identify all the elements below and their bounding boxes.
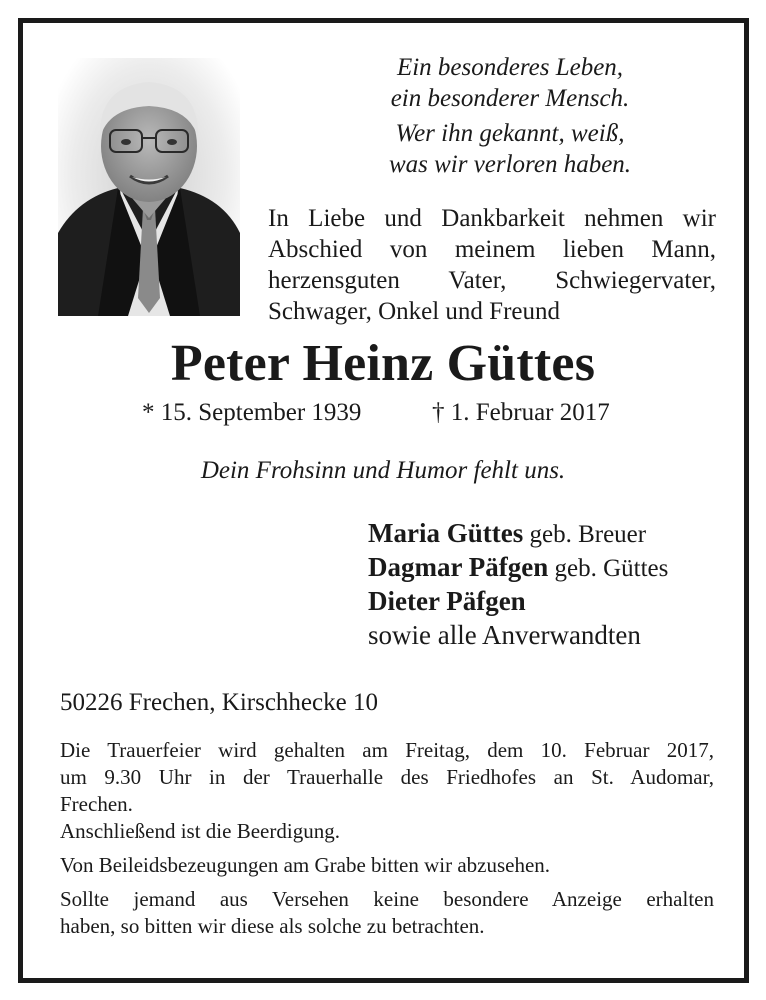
private-notice [60, 886, 714, 940]
intro-line: Schwager, Onkel und Freund [268, 298, 560, 325]
signer-row [368, 517, 738, 551]
intro-line: Abschied von meinem lieben Mann, [268, 236, 716, 263]
signer-row [368, 551, 738, 585]
funeral-line: Anschließend ist die Beerdigung. [60, 819, 340, 843]
notices [60, 737, 714, 947]
private-notice-line: Sollte jemand aus Versehen keine besondere Anzeige erhalten [60, 887, 714, 911]
signer-note: geb. Güttes [554, 555, 669, 582]
funeral-line: um 9.30 Uhr in der Trauerhalle des Friedhofes an St. Audomar, [60, 765, 714, 789]
signer-name: Dagmar Päfgen [368, 552, 549, 582]
death-date: † 1. Februar 2017 [432, 399, 610, 426]
funeral-line: Die Trauerfeier wird gehalten am Freitag, dem 10. Februar 2017, [60, 738, 714, 762]
funeral-notice [60, 737, 714, 845]
signers-list [368, 517, 738, 652]
poem-line: was wir verloren haben. [388, 151, 632, 178]
signer-name: Dieter Päfgen [368, 586, 526, 616]
funeral-line: Frechen. [60, 792, 133, 816]
intro-paragraph [268, 203, 716, 327]
signer-note: geb. Breuer [529, 521, 647, 548]
poem-line: Ein besonderes Leben, [396, 54, 624, 81]
motto: Dein Frohsinn und Humor fehlt uns. [200, 457, 566, 484]
signers-rest: sowie alle Anverwandten [368, 620, 641, 650]
private-notice-line: haben, so bitten wir diese als solche zu betrachten. [60, 914, 485, 938]
signer-name: Maria Güttes [368, 518, 524, 548]
address: 50226 Frechen, Kirschhecke 10 [60, 689, 378, 716]
condolence-line: Von Beileidsbezeugungen am Grabe bitten wir abzusehen. [60, 853, 551, 877]
portrait-photo [58, 58, 240, 316]
signer-row [368, 585, 738, 619]
intro-line: herzensguten Vater, Schwiegervater, [268, 267, 716, 294]
poem-line: Wer ihn gekannt, weiß, [395, 120, 625, 147]
condolence-notice [60, 852, 714, 879]
birth-date: * 15. September 1939 [142, 399, 362, 426]
intro-line: In Liebe und Dankbarkeit nehmen wir [268, 205, 716, 232]
deceased-name: Peter Heinz Güttes [170, 335, 596, 392]
poem-line: ein besonderer Mensch. [390, 85, 630, 112]
memorial-poem [300, 52, 720, 180]
